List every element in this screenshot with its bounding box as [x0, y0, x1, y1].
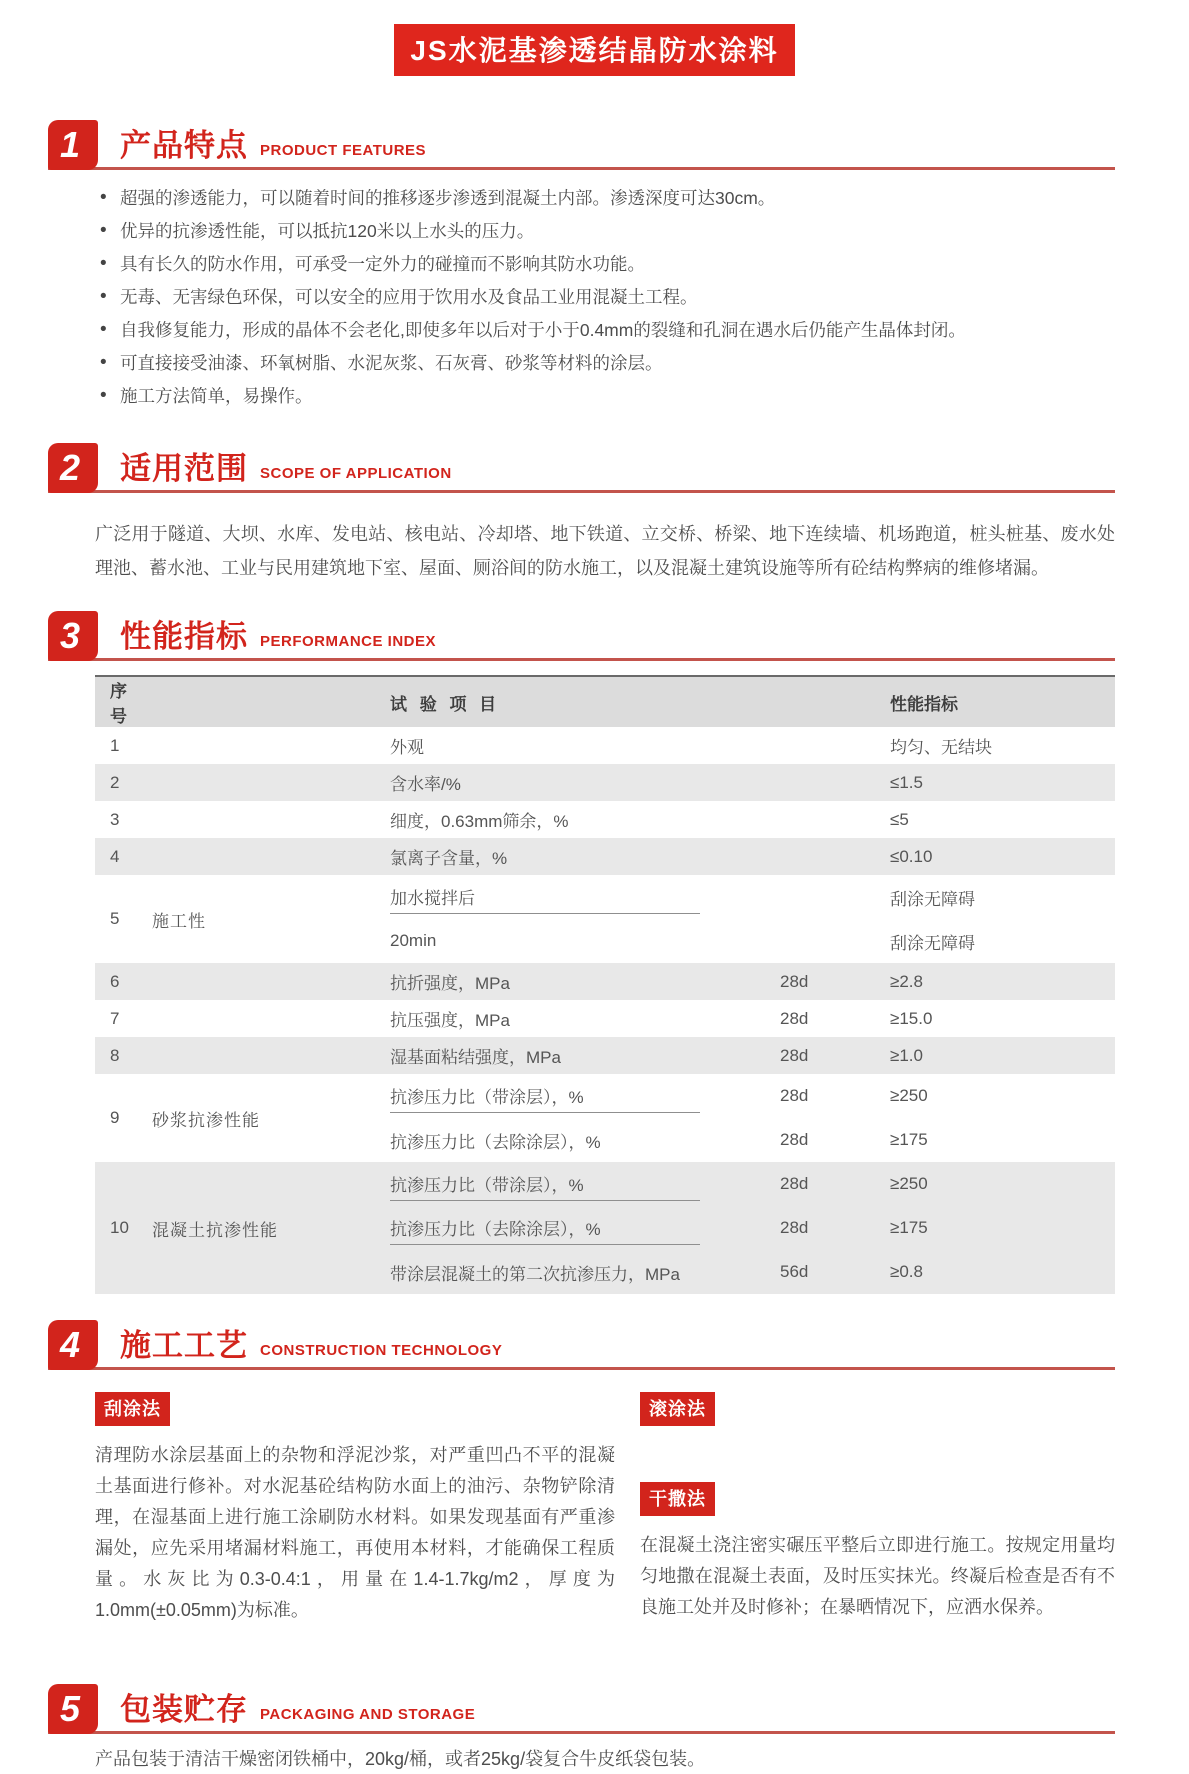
packaging-paragraph: 产品包装于清洁干燥密闭铁桶中，20kg/桶，或者25kg/袋复合牛皮纸袋包装。: [95, 1749, 706, 1769]
row-number: 1: [110, 735, 120, 755]
row-group-label: 砂浆抗渗性能: [152, 1110, 260, 1130]
section1-number: 1: [48, 120, 98, 170]
table-row: [95, 764, 1115, 801]
section1-title-cn: 产品特点: [120, 128, 248, 163]
test-project: 抗渗压力比（带涂层），%: [390, 1079, 700, 1113]
section5-header: [48, 1684, 1115, 1734]
construction-left-column: [95, 1392, 615, 1652]
section1-header: [48, 120, 1115, 170]
row-items: [390, 1074, 1115, 1162]
method-dry-body: 在混凝土浇注密实碾压平整后立即进行施工。按规定用量均匀地撒在混凝土表面，及时压实抹光。终凝后检查是否有不良施工处并及时修补；在暴晒情况下，应洒水保养。: [640, 1535, 1115, 1617]
section1-title-en: PRODUCT FEATURES: [260, 142, 427, 159]
feature-bullet: • 无毒、无害绿色环保，可以安全的应用于饮用水及食品工业用混凝土工程。: [100, 287, 1129, 308]
row-group-label: 混凝土抗渗性能: [152, 1220, 278, 1240]
row-items: [390, 875, 1115, 963]
test-project: 抗渗压力比（去除涂层），%: [390, 1132, 601, 1152]
table-row: [95, 838, 1115, 875]
row-number: 7: [110, 1008, 120, 1028]
table-sub-row: [390, 1250, 1115, 1294]
test-age: 56d: [780, 1262, 809, 1281]
header-value: 性能指标: [890, 694, 958, 714]
table-row: [95, 963, 1115, 1000]
test-project: 细度，0.63mm筛余，%: [390, 812, 569, 831]
table-sub-row: [390, 764, 1115, 801]
test-project: 含水率/%: [390, 775, 461, 794]
performance-value: ≥175: [890, 1130, 928, 1149]
test-project: 带涂层混凝土的第二次抗渗压力，MPa: [390, 1264, 680, 1284]
row-items: [390, 838, 1115, 875]
table-sub-row: [390, 801, 1115, 838]
performance-table: [95, 675, 1115, 1294]
row-number: 10: [110, 1218, 129, 1237]
section4-title-en: CONSTRUCTION TECHNOLOGY: [260, 1342, 503, 1359]
performance-table-header: [95, 675, 1115, 727]
test-age: 28d: [780, 1174, 809, 1193]
table-sub-row: [390, 1000, 1115, 1037]
method-scrape: [95, 1392, 615, 1626]
row-items: [390, 1037, 1115, 1074]
scope-paragraph: 广泛用于隧道、大坝、水库、发电站、核电站、冷却塔、地下铁道、立交桥、桥梁、地下连续墙、机场跑道，桩头桩基、废水处理池、蓄水池、工业与民用建筑地下室、屋面、厕浴间的防水施工，以及混凝土建筑设施等所有砼结构弊病的维修堵漏。: [95, 524, 1115, 578]
feature-bullet: • 优异的抗渗透性能，可以抵抗120米以上水头的压力。: [100, 221, 1129, 242]
row-number: 8: [110, 1045, 120, 1065]
section5-number: 5: [48, 1684, 98, 1734]
row-number: 3: [110, 809, 120, 829]
table-sub-row: [390, 919, 1115, 963]
performance-value: ≥250: [890, 1086, 928, 1105]
row-items: [390, 1000, 1115, 1037]
test-age: 28d: [780, 1045, 809, 1065]
performance-value: ≥175: [890, 1218, 928, 1237]
section3-header: [48, 611, 1115, 661]
test-project: 抗渗压力比（去除涂层），%: [390, 1211, 700, 1245]
section2-header: [48, 443, 1115, 493]
table-sub-row: [390, 875, 1115, 919]
row-group-label: 施工性: [152, 911, 206, 931]
title-bar-wrap: [0, 24, 1189, 76]
test-project: 抗渗压力比（带涂层），%: [390, 1167, 700, 1201]
header-project: 试 验 项 目: [390, 694, 501, 714]
method-dry: [640, 1482, 1115, 1623]
method-dry-badge: 干撒法: [640, 1482, 715, 1516]
table-row: [95, 727, 1115, 764]
header-items: [390, 690, 1115, 715]
table-sub-row: [390, 1037, 1115, 1074]
row-items: [390, 963, 1115, 1000]
row-items: [390, 764, 1115, 801]
performance-value: ≥2.8: [890, 971, 923, 991]
test-age: 28d: [780, 1008, 809, 1028]
test-project: 氯离子含量，%: [390, 849, 508, 868]
table-row: [95, 1037, 1115, 1074]
construction-right-column: [640, 1392, 1115, 1652]
performance-value: 均匀、无结块: [890, 738, 992, 757]
section5-title-en: PACKAGING AND STORAGE: [260, 1706, 476, 1723]
row-number: 9: [110, 1108, 120, 1127]
feature-bullet: • 施工方法简单，易操作。: [100, 386, 1129, 407]
method-scrape-badge: 刮涂法: [95, 1392, 170, 1426]
section2-title-cn: 适用范围: [120, 451, 248, 486]
feature-bullet: • 可直接接受油漆、环氧树脂、水泥灰浆、石灰膏、砂浆等材料的涂层。: [100, 353, 1129, 374]
section4-title-cn: 施工工艺: [120, 1328, 248, 1363]
table-sub-row: [390, 1074, 1115, 1118]
row-items: [390, 801, 1115, 838]
feature-bullet: • 超强的渗透能力，可以随着时间的推移逐步渗透到混凝土内部。渗透深度可达30cm。: [100, 188, 1129, 209]
performance-value: ≥1.0: [890, 1045, 923, 1065]
section3-title-cn: 性能指标: [120, 619, 248, 654]
test-age: 28d: [780, 1218, 809, 1237]
row-items: [390, 727, 1115, 764]
feature-bullet: • 自我修复能力，形成的晶体不会老化,即使多年以后对于小于0.4mm的裂缝和孔洞在遇水后仍能产生晶体封闭。: [100, 320, 1129, 341]
table-sub-row: [390, 963, 1115, 1000]
test-project: 加水搅拌后: [390, 880, 700, 914]
test-age: 28d: [780, 1130, 809, 1149]
table-sub-row: [390, 1162, 1115, 1206]
performance-value: 刮涂无障碍: [890, 933, 975, 953]
test-project: 抗折强度，MPa: [390, 974, 510, 993]
table-row: [95, 875, 1115, 963]
row-items: [390, 1162, 1115, 1294]
performance-value: ≥0.8: [890, 1262, 923, 1281]
test-age: 28d: [780, 1086, 809, 1105]
row-number: 4: [110, 846, 120, 866]
row-number: 2: [110, 772, 120, 792]
construction-columns: [95, 1392, 1115, 1652]
performance-value: ≤0.10: [890, 846, 933, 866]
section4-number: 4: [48, 1320, 98, 1370]
method-scrape-body: 清理防水涂层基面上的杂物和浮泥沙浆，对严重凹凸不平的混凝土基面进行修补。对水泥基砼结构防水面上的油污、杂物铲除清理，在湿基面上进行施工涂刷防水材料。如果发现基面有严重渗漏处，应先采用堵漏材料施工，再使用本材料，才能确保工程质量。水灰比为0.3-0.4:1，用量在1.4-1.7kg/m2，厚度为1.0mm(±0.05mm)为标准。: [95, 1445, 615, 1620]
performance-value: ≥250: [890, 1174, 928, 1193]
header-age-spacer: [780, 690, 890, 715]
table-sub-row: [390, 1118, 1115, 1162]
method-roll-badge: 滚涂法: [640, 1392, 715, 1426]
table-sub-row: [390, 838, 1115, 875]
section2-title-en: SCOPE OF APPLICATION: [260, 465, 452, 482]
test-age: 28d: [780, 971, 809, 991]
section3-title-en: PERFORMANCE INDEX: [260, 633, 437, 650]
row-number: 6: [110, 971, 120, 991]
row-number: 5: [110, 909, 120, 928]
test-project: 20min: [390, 931, 437, 950]
feature-bullet: • 具有长久的防水作用，可承受一定外力的碰撞而不影响其防水功能。: [100, 254, 1129, 275]
performance-value: ≤5: [890, 809, 909, 829]
method-roll: [640, 1392, 1115, 1426]
section5-title-cn: 包装贮存: [120, 1692, 248, 1727]
table-row: [95, 1000, 1115, 1037]
performance-value: 刮涂无障碍: [890, 889, 975, 909]
section2-number: 2: [48, 443, 98, 493]
header-no: 序号: [110, 682, 127, 726]
performance-value: ≥15.0: [890, 1008, 933, 1028]
test-project: 抗压强度，MPa: [390, 1011, 510, 1030]
table-row: [95, 1162, 1115, 1294]
feature-list: [100, 188, 1129, 407]
table-row: [95, 1074, 1115, 1162]
page-title: JS水泥基渗透结晶防水涂料: [394, 24, 794, 76]
table-sub-row: [390, 1206, 1115, 1250]
test-project: 外观: [390, 738, 424, 757]
table-row: [95, 801, 1115, 838]
test-project: 湿基面粘结强度，MPa: [390, 1048, 561, 1067]
section4-header: [48, 1320, 1115, 1370]
performance-value: ≤1.5: [890, 772, 923, 792]
section3-number: 3: [48, 611, 98, 661]
performance-table-body: [95, 727, 1115, 1294]
table-sub-row: [390, 727, 1115, 764]
